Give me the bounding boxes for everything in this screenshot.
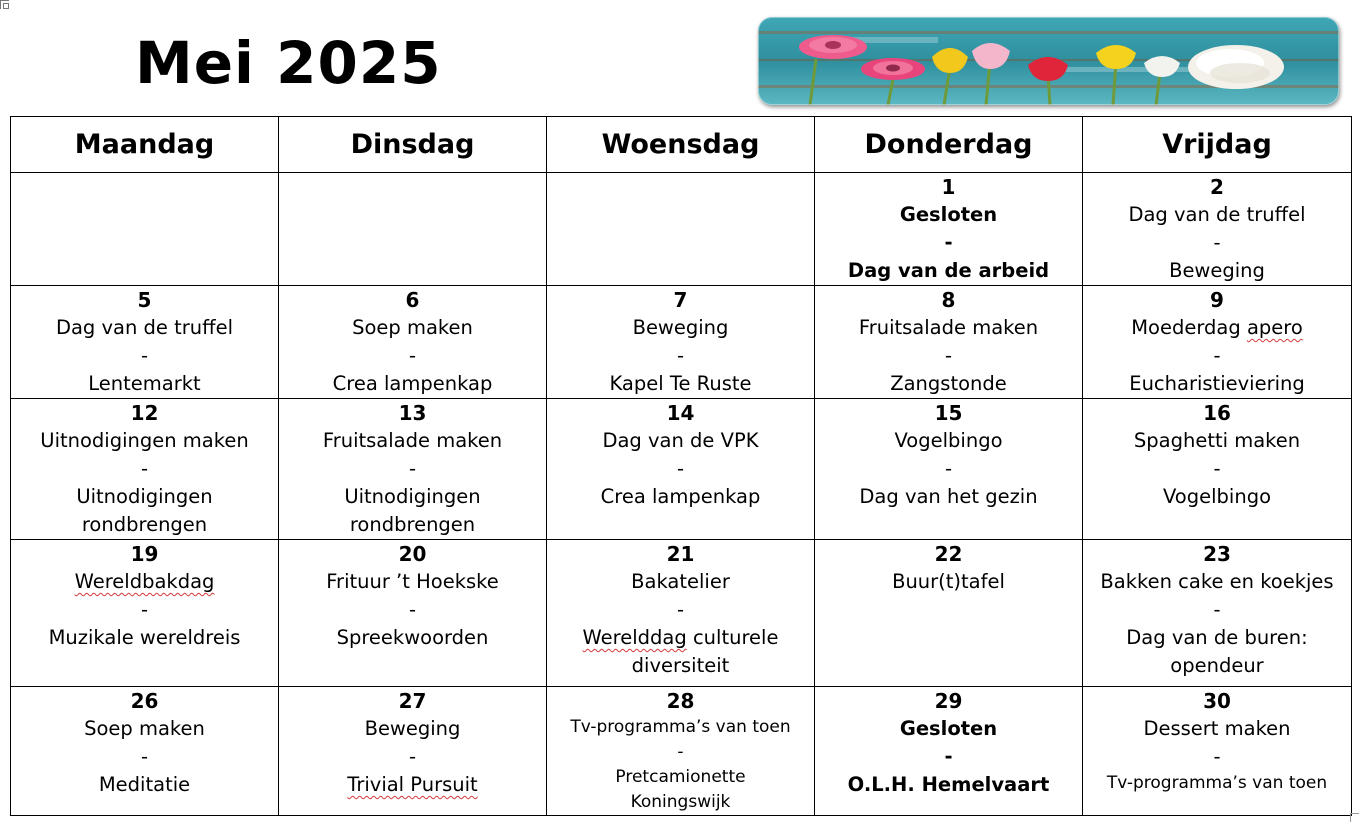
day-number: 13 [398,401,427,425]
day-cell [11,687,279,816]
activity-separator: - [677,742,684,762]
day-number: 20 [398,542,427,566]
day-cell [1083,687,1352,816]
activity-morning: Soep maken [352,316,473,339]
activity-morning: Frituur ’t Hoekske [326,570,499,593]
day-number: 29 [934,689,963,713]
day-cell [815,286,1083,399]
day-number: 12 [130,401,159,425]
activity-afternoon-line2: rondbrengen [81,513,208,536]
week-row [11,540,1352,687]
activity-morning: Dessert maken [1143,717,1291,740]
activity-afternoon: Muzikale wereldreis [48,626,241,649]
activity-separator: - [1213,231,1221,254]
day-number: 8 [941,288,956,312]
activity-morning: Dag van de truffel [1128,203,1306,226]
weekday-header: Dinsdag [279,117,547,173]
activity-morning: Bakken cake en koekjes [1100,570,1334,593]
document-corner-marker [0,0,9,9]
spellcheck-flagged-word: apero [1246,316,1303,339]
day-number: 15 [934,401,963,425]
day-cell [1083,540,1352,687]
activity-separator: - [1213,745,1221,768]
day-cell-empty [547,173,815,286]
day-cell [11,540,279,687]
week-row [11,286,1352,399]
activity-separator: - [944,231,953,254]
day-number: 5 [137,288,152,312]
activity-separator: - [944,745,953,768]
activity-afternoon: Pretcamionette [615,767,746,787]
activity-morning: Dag van de truffel [55,316,234,339]
activity-separator: - [140,344,149,367]
day-number: 26 [130,689,159,713]
activity-afternoon: Uitnodigingen [344,485,481,508]
activity-morning: Tv-programma’s van toen [570,717,791,737]
day-number: 19 [130,542,159,566]
activity-afternoon: Dag van de buren: [1126,626,1308,649]
activity-afternoon: Dag van het gezin [859,485,1038,508]
day-cell [11,286,279,399]
day-number: 6 [405,288,420,312]
activity-morning: Fruitsalade maken [858,316,1039,339]
activity-afternoon: Tv-programma’s van toen [1106,773,1328,793]
spellcheck-flagged-word: Werelddag [582,626,687,649]
day-number: 1 [941,175,956,199]
activity-afternoon: Beweging [1169,259,1265,282]
day-number: 9 [1210,288,1224,312]
day-number: 16 [1203,401,1231,425]
document-corner-marker [1350,813,1359,822]
activity-morning: Vogelbingo [894,429,1003,452]
day-number: 14 [666,401,695,425]
weekday-header-row [11,117,1352,173]
weekday-header: Vrijdag [1083,117,1352,173]
day-cell [1083,286,1352,399]
activity-afternoon: Vogelbingo [1162,485,1271,508]
activity-afternoon: Kapel Te Ruste [609,372,752,395]
flower-banner-image [758,17,1339,105]
activity-afternoon [279,771,546,799]
activity-afternoon: Spreekwoorden [336,626,489,649]
activity-afternoon: Zangstonde [890,372,1007,395]
day-cell-empty [11,173,279,286]
week-row [11,173,1352,286]
day-number: 7 [673,288,688,312]
day-cell [815,540,1083,687]
activity-morning: Spaghetti maken [1133,429,1301,452]
day-cell [547,399,815,540]
day-number: 27 [398,689,427,713]
activity-separator: - [408,745,417,768]
activity-morning: Uitnodigingen maken [40,429,249,452]
day-number: 30 [1203,689,1231,713]
activity-afternoon: Meditatie [98,773,191,796]
day-number: 2 [1210,175,1224,199]
weekday-header: Maandag [11,117,279,173]
activity-afternoon: O.L.H. Hemelvaart [847,773,1050,796]
activity-text: Moederdag [1131,316,1241,339]
week-row [11,687,1352,816]
activity-morning: Gesloten [899,717,998,740]
activity-all-day: Buur(t)tafel [892,570,1005,593]
day-cell [11,399,279,540]
activity-afternoon-line2: opendeur [1170,654,1264,677]
day-cell [815,399,1083,540]
activity-afternoon: Uitnodigingen [76,485,213,508]
activity-separator: - [1213,598,1221,621]
activity-separator: - [408,457,417,480]
day-number: 22 [934,542,963,566]
day-cell [279,540,547,687]
day-number: 21 [666,542,695,566]
activity-morning: Soep maken [84,717,205,740]
day-cell [815,687,1083,816]
spellcheck-flagged-word: Wereldbakdag [74,570,215,593]
day-cell [279,399,547,540]
activity-afternoon: Dag van de arbeid [847,259,1050,282]
week-row [11,399,1352,540]
activity-separator: - [676,344,685,367]
activity-morning: Gesloten [899,203,998,226]
day-number: 28 [666,689,695,713]
activity-separator: - [676,598,685,621]
day-number: 23 [1203,542,1231,566]
day-cell [279,286,547,399]
page-title: Mei 2025 [135,29,442,97]
activity-morning [1083,314,1351,342]
activity-separator: - [1213,344,1221,367]
day-cell [547,687,815,816]
activity-afternoon: Crea lampenkap [600,485,761,508]
activity-afternoon-line2: Koningswijk [630,792,731,812]
activity-morning [11,568,278,596]
activity-text: culturele [686,626,779,649]
activity-separator: - [140,598,149,621]
day-cell [279,687,547,816]
activity-morning: Beweging [364,717,461,740]
weekday-header: Donderdag [815,117,1083,173]
activity-separator: - [408,344,417,367]
day-cell [1083,173,1352,286]
day-cell [547,540,815,687]
activity-afternoon-line2: diversiteit [631,654,730,677]
activity-separator: - [1213,457,1221,480]
day-cell [815,173,1083,286]
activity-afternoon [547,624,814,652]
day-cell-empty [279,173,547,286]
activity-morning: Bakatelier [631,570,730,593]
activity-separator: - [944,457,953,480]
activity-separator: - [944,344,953,367]
activity-separator: - [408,598,417,621]
day-cell [547,286,815,399]
activity-afternoon: Crea lampenkap [332,372,493,395]
weekday-header: Woensdag [547,117,815,173]
activity-afternoon-line2: rondbrengen [349,513,476,536]
calendar-table [10,116,1352,816]
activity-morning: Dag van de VPK [602,429,759,452]
activity-separator: - [140,745,149,768]
activity-morning: Fruitsalade maken [322,429,503,452]
activity-separator: - [140,457,149,480]
activity-separator: - [676,457,685,480]
activity-afternoon: Eucharistieviering [1129,372,1305,395]
activity-afternoon: Lentemarkt [88,372,201,395]
day-cell [1083,399,1352,540]
spellcheck-flagged-word: Trivial Pursuit [347,773,478,796]
activity-morning: Beweging [632,316,729,339]
